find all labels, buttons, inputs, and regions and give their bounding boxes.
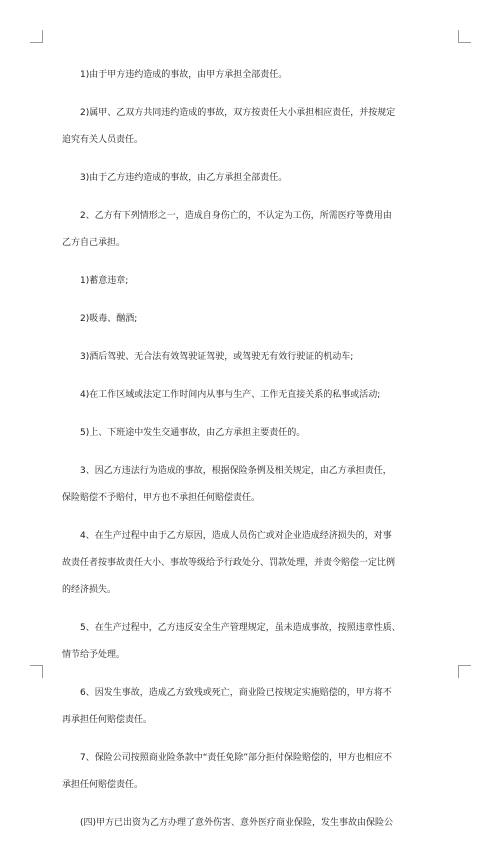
- text-line: 1)蓄意违章;: [80, 276, 129, 286]
- text-line: 1)由于甲方违约造成的事故，由甲方承担全部责任。: [80, 70, 288, 80]
- paragraph: [62, 100, 440, 154]
- crop-mark-top-right: [458, 30, 471, 43]
- text-line: 故责任者按事故责任大小、事故等级给予行政处分、罚款处理，并责令赔偿一定比例: [62, 558, 396, 568]
- text-line: 4)在工作区域或法定工作时间内从事与生产、工作无直接关系的私事或活动;: [80, 390, 381, 400]
- text-line: 6、因发生事故，造成乙方致残或死亡，商业险已按规定实施赔偿的，甲方将不: [80, 688, 392, 698]
- paragraph: [80, 165, 440, 192]
- text-line: 承担任何赔偿责任。: [62, 780, 144, 790]
- text-line: 4、在生产过程中由于乙方原因，造成人员伤亡或对企业造成经济损失的，对事: [80, 531, 392, 541]
- text-line: 再承担任何赔偿责任。: [62, 715, 153, 725]
- text-line: 5、在生产过程中，乙方违反安全生产管理规定，虽未造成事故，按照违章性质、: [80, 623, 401, 633]
- paragraph: [80, 306, 440, 333]
- text-line: 3)酒后驾驶、无合法有效驾驶证驾驶，或驾驶无有效行驶证的机动车;: [80, 352, 354, 362]
- text-line: 2)吸毒、酗酒;: [80, 314, 138, 324]
- crop-mark-top-left: [30, 30, 43, 43]
- paragraph: [80, 420, 440, 447]
- text-line: 3、因乙方违法行为造成的事故，根据保险条例及相关规定，由乙方承担责任，: [80, 466, 392, 476]
- text-line: 2、乙方有下列情形之一，造成自身伤亡的，不认定为工伤，所需医疗等费用由: [80, 211, 392, 221]
- paragraph: [62, 680, 440, 734]
- paragraph: [80, 382, 440, 409]
- paragraph: [80, 62, 440, 89]
- crop-mark-bottom-right: [458, 665, 471, 678]
- document-body: [62, 62, 440, 848]
- paragraph: [62, 203, 440, 257]
- text-line: 追究有关人员责任。: [62, 135, 144, 145]
- text-line: 情节给予处理。: [62, 650, 126, 660]
- text-line: 7、保险公司按照商业险条款中“责任免除”部分拒付保险赔偿的，甲方也相应不: [80, 753, 393, 763]
- paragraph: [80, 344, 440, 371]
- crop-mark-bottom-left: [30, 665, 43, 678]
- paragraph: [62, 458, 440, 512]
- text-line: 3)由于乙方违约造成的事故，由乙方承担全部责任。: [80, 173, 288, 183]
- paragraph: [80, 810, 440, 837]
- text-line: 的经济损失。: [62, 585, 117, 595]
- text-line: 乙方自己承担。: [62, 238, 126, 248]
- text-line: 5)上、下班途中发生交通事故，由乙方承担主要责任的。: [80, 428, 306, 438]
- text-line: 保险赔偿不予赔付，甲方也不承担任何赔偿责任。: [62, 493, 261, 503]
- text-line: (四)甲方已出资为乙方办理了意外伤害、意外医疗商业保险，发生事故由保险公: [80, 818, 394, 828]
- paragraph: [62, 745, 440, 799]
- text-line: 2)属甲、乙双方共同违约造成的事故，双方按责任大小承担相应责任，并按规定: [80, 108, 396, 118]
- paragraph: [80, 268, 440, 295]
- paragraph: [62, 523, 440, 604]
- paragraph: [62, 615, 440, 669]
